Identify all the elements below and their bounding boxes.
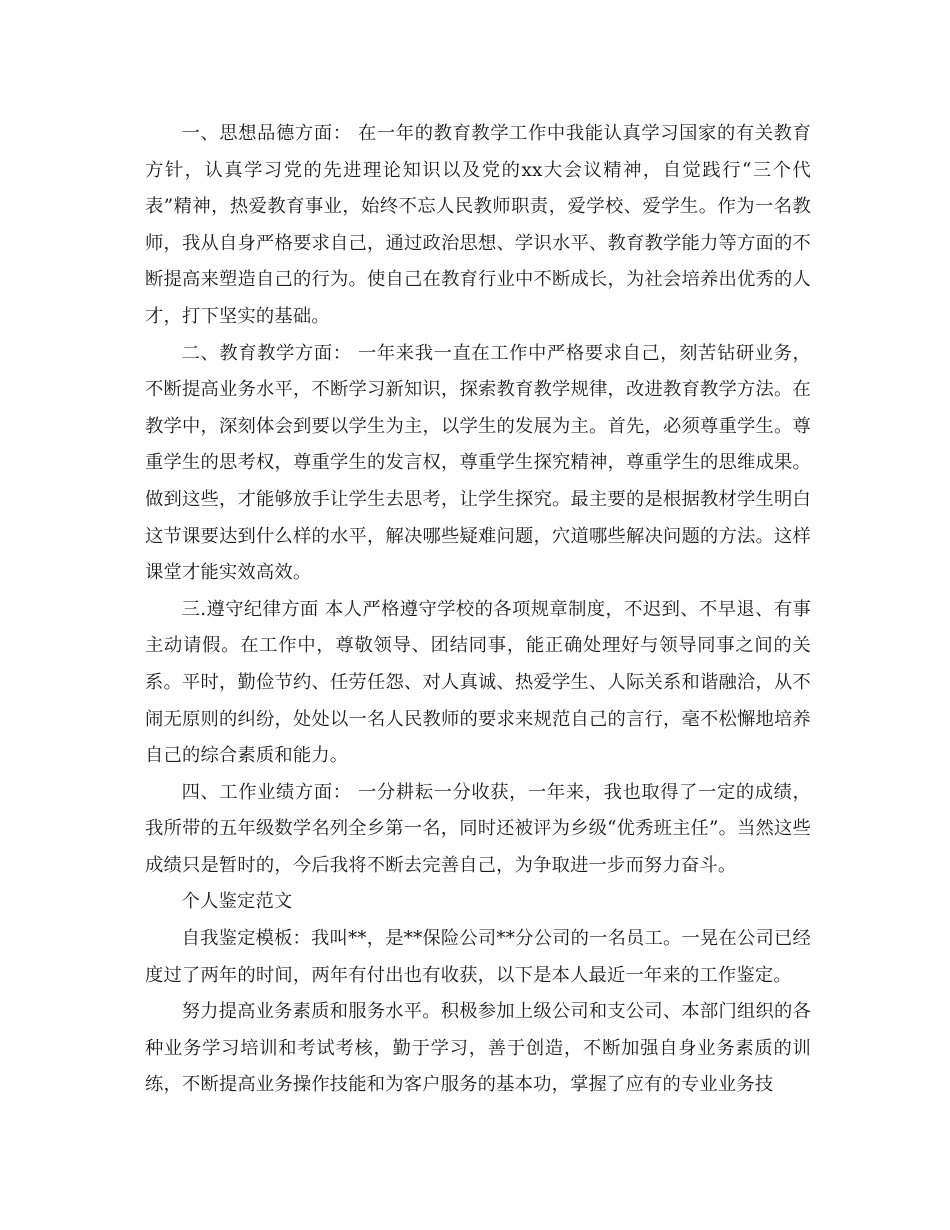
paragraph-teaching: 二、教育教学方面： 一年来我一直在工作中严格要求自己，刻苦钻研业务，不断提高业务水平，不断学习新知识，探索教育教学规律，改进教育教学方法。在教学中，深刻体会到要以学生为主，以学生的发展为主。首先，必须尊重学生。尊重学生的思考权，尊重学生的发言权，尊重学生探究精神，尊重学生的思维成果。做到这些，才能够放手让学生去思考，让学生探究。最主要的是根据教材学生明白这节课要达到什么样的水平，解决哪些疑难问题，穴道哪些解决问题的方法。这样课堂才能实效高效。: [145, 342, 811, 584]
paragraph-moral-character: 一、思想品德方面： 在一年的教育教学工作中我能认真学习国家的有关教育方针，认真学习党的先进理论知识以及党的xx大会议精神，自觉践行“三个代表”精神，热爱教育事业，始终不忘人民教师职责，爱学校、爱学生。作为一名教师，我从自身严格要求自己，通过政治思想、学识水平、教育教学能力等方面的不断提高来塑造自己的行为。使自己在教育行业中不断成长，为社会培养出优秀的人才，打下坚实的基础。: [145, 123, 811, 327]
document-page: [145, 116, 811, 1104]
paragraph-achievements: 四、工作业绩方面： 一分耕耘一分收获，一年来，我也取得了一定的成绩，我所带的五年级数学名列全乡第一名，同时还被评为乡级“优秀班主任”。当然这些成绩只是暂时的，今后我将不断去完善自己，为争取进一步而努力奋斗。: [145, 781, 811, 876]
paragraph-discipline: 三.遵守纪律方面 本人严格遵守学校的各项规章制度，不迟到、不早退、有事主动请假。在工作中，尊敬领导、团结同事，能正确处理好与领导同事之间的关系。平时，勤俭节约、任劳任怨、对人真诚、热爱学生、人际关系和谐融洽，从不闹无原则的纠纷，处处以一名人民教师的要求来规范自己的言行，毫不松懈地培养自己的综合素质和能力。: [145, 598, 811, 767]
section-title: 个人鉴定范文: [181, 891, 293, 913]
paragraph-self-appraisal-intro: 自我鉴定模板：我叫**，是**保险公司**分公司的一名员工。一晃在公司已经度过了两年的时间，两年有付出也有收获，以下是本人最近一年来的工作鉴定。: [145, 928, 811, 986]
paragraph-business-quality: 努力提高业务素质和服务水平。积极参加上级公司和支公司、本部门组织的各种业务学习培训和考试考核，勤于学习，善于创造，不断加强自身业务素质的训练，不断提高业务操作技能和为客户服务的基本功，掌握了应有的专业业务技: [145, 1001, 811, 1096]
